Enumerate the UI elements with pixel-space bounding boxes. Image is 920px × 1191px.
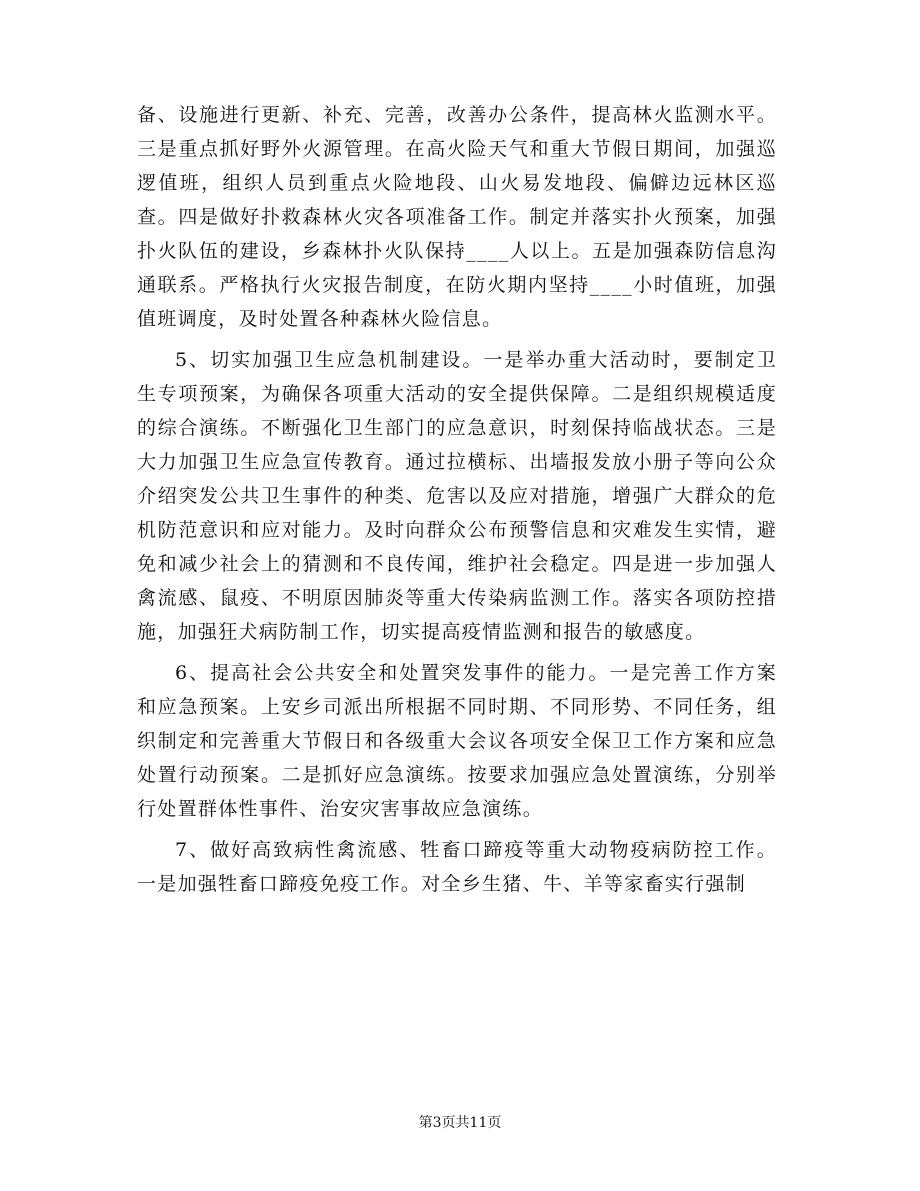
paragraph-item-6: 6、提高社会公共安全和处置突发事件的能力。一是完善工作方案和应急预案。上安乡司派出所根据不同时期、不同形势、不同任务，组织制定和完善重大节假日和各级重大会议各项安全保卫工作方案和应急处置行动预案。二是抓好应急演练。按要求加强应急处置演练，分别举行处置群体性事件、治安灾害事故应急演练。 (137, 662, 777, 820)
paragraph-item-7: 7、做好高致病性禽流感、牲畜口蹄疫等重大动物疫病防控工作。一是加强牲畜口蹄疫免疫工作。对全乡生猪、牛、羊等家畜实行强制 (137, 839, 777, 895)
document-body (137, 98, 777, 901)
paragraph-continued: 备、设施进行更新、补充、完善，改善办公条件，提高林火监测水平。三是重点抓好野外火源管理。在高火险天气和重大节假日期间，加强巡逻值班，组织人员到重点火险地段、山火易发地段、偏僻边远林区巡查。四是做好扑救森林火灾各项准备工作。制定并落实扑火预案，加强扑火队伍的建设，乡森林扑火队保持____人以上。五是加强森防信息沟通联系。严格执行火灾报告制度，在防火期内坚持____小时值班，加强值班调度，及时处置各种森林火险信息。 (137, 104, 777, 330)
page-number-footer: 第3页共11页 (418, 1115, 502, 1131)
paragraph-item-5: 5、切实加强卫生应急机制建设。一是举办重大活动时，要制定卫生专项预案，为确保各项重大活动的安全提供保障。二是组织规模适度的综合演练。不断强化卫生部门的应急意识，时刻保持临战状态。三是大力加强卫生应急宣传教育。通过拉横标、出墙报发放小册子等向公众介绍突发公共卫生事件的种类、危害以及应对措施，增强广大群众的危机防范意识和应对能力。及时向群众公布预警信息和灾难发生实情，避免和减少社会上的猜测和不良传闻，维护社会稳定。四是进一步加强人禽流感、鼠疫、不明原因肺炎等重大传染病监测工作。落实各项防控措施，加强狂犬病防制工作，切实提高疫情监测和报告的敏感度。 (137, 349, 777, 643)
